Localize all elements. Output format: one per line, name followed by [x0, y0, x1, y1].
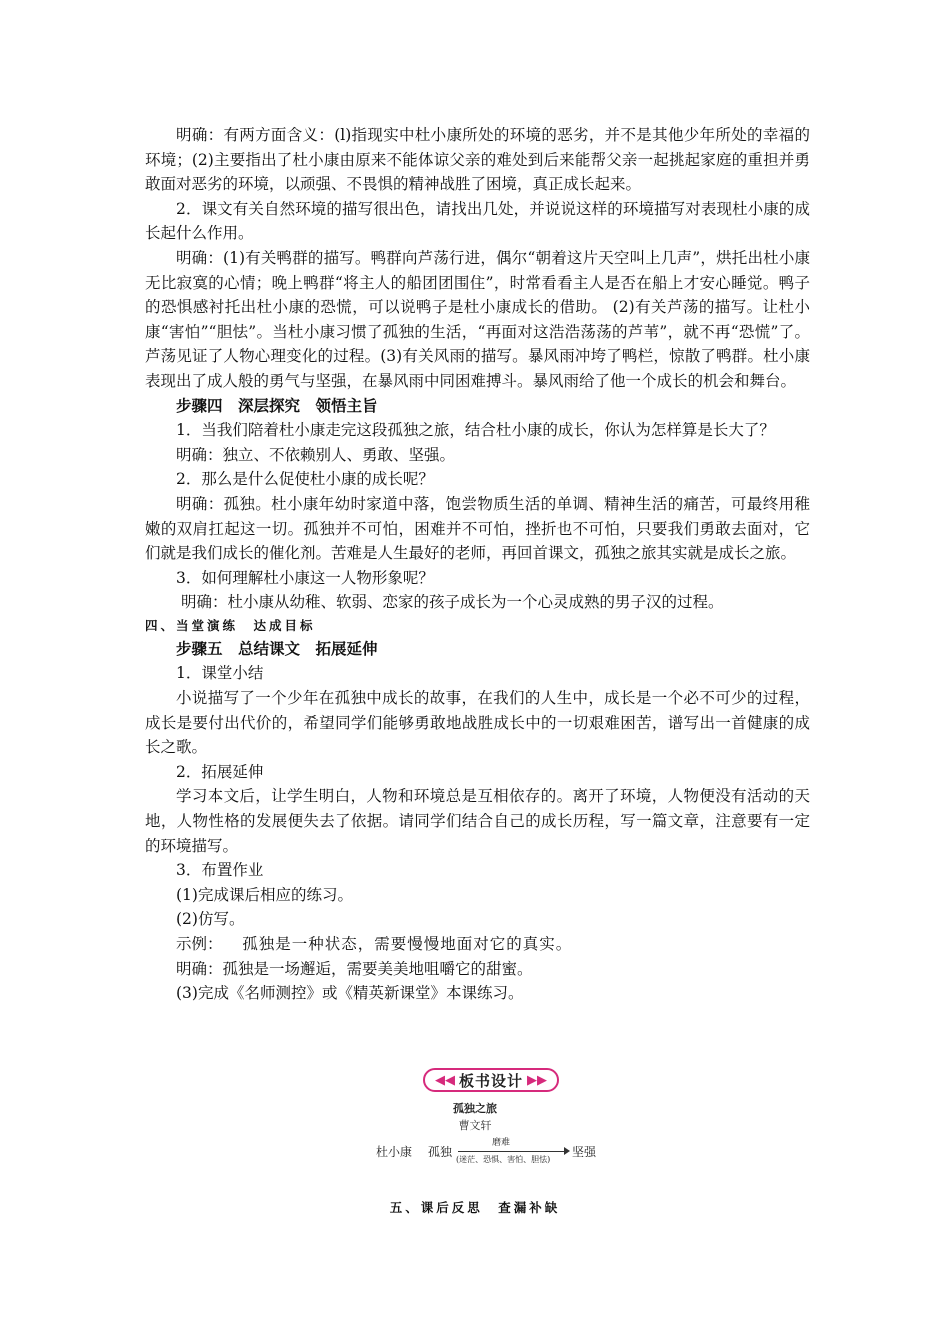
board-badge	[423, 1068, 559, 1092]
example-label: 示例：	[176, 935, 223, 953]
example-answer: 明确：孤独是一场邂逅，需要美美地咀嚼它的甜蜜。	[176, 959, 533, 978]
board-end: 坚强	[572, 1145, 597, 1159]
board-arrow-label: 磨难	[492, 1138, 511, 1148]
board-arrow-sublabel: (迷茫、恐惧、害怕、胆怯)	[456, 1155, 551, 1164]
homework-item-1: (1)完成课后相应的练习。	[176, 885, 353, 904]
step-5-heading: 步骤五 总结课文 拓展延伸	[176, 638, 378, 658]
section-4-title: 四、当堂演练 达成目标	[145, 617, 316, 633]
answer-1: 明确：独立、不依赖别人、勇敢、坚强。	[176, 445, 456, 464]
section-5-title: 五、课后反思 查漏补缺	[389, 1200, 561, 1215]
homework-item-3: (3)完成《名师测控》或《精英新课堂》本课练习。	[176, 984, 524, 1003]
example-line	[145, 932, 810, 957]
arrow-line	[458, 1151, 566, 1152]
board-title: 孤独之旅	[453, 1102, 497, 1115]
example-text: 孤独是一种状态，需要慢慢地面对它的真实。	[242, 935, 573, 953]
extension-text: 学习本文后，让学生明白，人物和环境总是互相依存的。离开了环境，人物便没有活动的天地，人物性格的发展便失去了依据。请同学们结合自己的成长历程，写一篇文章，注意要有一定的环境描写。	[145, 787, 810, 855]
homework-item-2: (2)仿写。	[176, 910, 245, 929]
question-3: 3．如何理解杜小康这一人物形象呢？	[176, 568, 434, 587]
question-1: 1．当我们陪着杜小康走完这段孤独之旅，结合杜小康的成长，你认为怎样算是长大了？	[176, 421, 775, 440]
extension-heading: 2．拓展延伸	[176, 762, 264, 781]
board-design	[0, 1068, 950, 1168]
board-author: 曹文轩	[458, 1119, 492, 1132]
summary-heading: 1．课堂小结	[176, 664, 264, 683]
document-body	[145, 123, 810, 1006]
answer-2: 明确：(1)有关鸭群的描写。鸭群向芦荡行进，偶尔“朝着这片天空叫上几声”，烘托出杜小康无比寂寞的心情；晚上鸭群“将主人的船团团围住”，时常看看主人是否在船上才安心睡觉。鸭子的恐惧感衬托出杜小康的恐慌，可以说鸭子是杜小康成长的借助。 (2)有关芦荡的描写。让杜小康“害怕”“胆怯”。当杜小康习惯了孤独的生活，“再面对这浩浩荡荡的芦苇”，就不再“恐慌”了。芦荡见证了人物心理变化的过程。(3)有关风雨的描写。暴风雨冲垮了鸭栏，惊散了鸭群。杜小康表现出了成人般的勇气与坚强，在暴风雨中同困难搏斗。暴风雨给了他一个成长的机会和舞台。	[145, 248, 810, 390]
arrow-head-icon	[564, 1147, 570, 1155]
summary-text: 小说描写了一个少年在孤独中成长的故事，在我们的人生中，成长是一个必不可少的过程，成长是要付出代价的，希望同学们能够勇敢地战胜成长中的一切艰难困苦，谱写出一首健康的成长之歌。	[145, 689, 810, 757]
board-start: 孤独	[428, 1145, 453, 1159]
homework-heading: 3．布置作业	[176, 861, 264, 880]
paragraph: 明确：有两方面含义：(l)指现实中杜小康所处的环境的恶劣，并不是其他少年所处的幸福的环境；(2)主要指出了杜小康由原来不能体谅父亲的难处到后来能帮父亲一起挑起家庭的重担并勇敢面对恶劣的环境，以顽强、不畏惧的精神战胜了困境，真正成长起来。	[145, 126, 810, 194]
question-2b: 2．那么是什么促使杜小康的成长呢？	[176, 470, 434, 489]
board-diagram	[376, 1135, 606, 1165]
answer-3: 明确：杜小康从幼稚、软弱、恋家的孩子成长为一个心灵成熟的男子汉的过程。	[181, 593, 724, 612]
double-left-arrow-icon: ◀◀	[434, 1072, 455, 1088]
board-badge-label: 板书设计	[458, 1071, 523, 1090]
question-2: 2．课文有关自然环境的描写很出色，请找出几处，并说说这样的环境描写对表现杜小康的成长起什么作用。	[145, 199, 810, 243]
step-4-heading: 步骤四 深层探究 领悟主旨	[176, 395, 378, 415]
double-right-arrow-icon: ▶▶	[527, 1072, 547, 1088]
board-name: 杜小康	[376, 1145, 413, 1159]
answer-2b: 明确：孤独。杜小康年幼时家道中落，饱尝物质生活的单调、精神生活的痛苦，可最终用稚嫩的双肩扛起这一切。孤独并不可怕，困难并不可怕，挫折也不可怕，只要我们勇敢去面对，它们就是我们成长的催化剂。苦难是人生最好的老师，再回首课文，孤独之旅其实就是成长之旅。	[145, 494, 810, 563]
